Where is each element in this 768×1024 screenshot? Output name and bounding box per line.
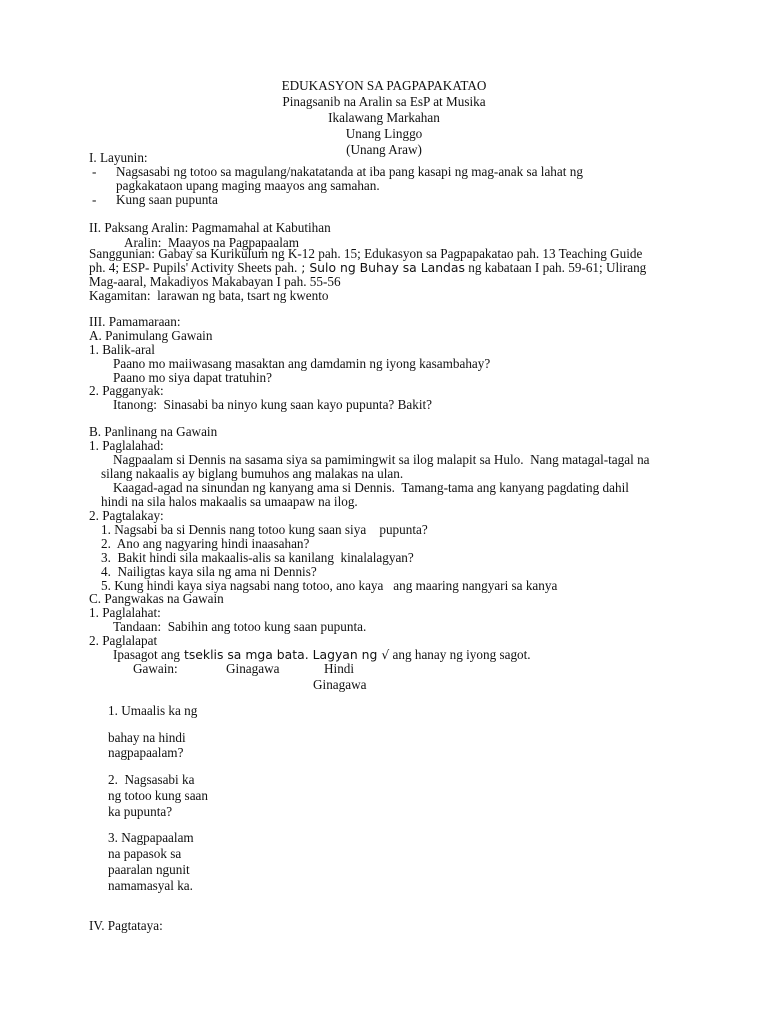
pagtalakay-label: 2. Pagtalakay:	[89, 508, 164, 523]
balik-aral-question-1: Paano mo maiiwasang masaktan ang damdamin ng iyong kasambahay?	[113, 356, 491, 371]
checklist-item-3-line-2: na papasok sa	[108, 846, 182, 861]
checklist-item-3-line-4: namamasyal ka.	[108, 878, 193, 893]
checklist-item-3: 3. Nagpapaalam	[108, 830, 194, 845]
discussion-question-4: 4. Nailigtas kaya sila ng ama ni Dennis?	[101, 564, 317, 579]
subsection-c: C. Pangwakas na Gawain	[89, 591, 224, 606]
story-paragraph-1: Nagpaalam si Dennis na sasama siya sa pamimingwit sa ilog malapit sa Hulo. Nang matagal-tagal na	[113, 452, 650, 467]
section-pagtataya-heading: IV. Pagtataya:	[89, 918, 163, 933]
kagamitan-line: Kagamitan: larawan ng bata, tsart ng kwento	[89, 288, 329, 303]
story-paragraph-2: Kaagad-agad na sinundan ng kanyang ama si Dennis. Tamang-tama ang kanyang pagdating dahil	[113, 480, 629, 495]
sanggunian-part-a: ph. 4; ESP- Pupils' Activity Sheets pah.	[89, 260, 298, 275]
paglalahat-label: 1. Paglalahat:	[89, 605, 161, 620]
discussion-question-3: 3. Bakit hindi sila makaalis-alis sa kanilang kinalalagyan?	[101, 550, 414, 565]
layunin-item-1: Nagsasabi ng totoo sa magulang/nakatatanda at iba pang kasapi ng mag-anak sa lahat ng	[116, 164, 583, 179]
week-label: Unang Linggo	[345, 126, 423, 141]
instruction-part-c: ang hanay ng iyong sagot.	[389, 647, 531, 662]
paglalapat-label: 2. Paglalapat	[89, 633, 158, 648]
layunin-item-1-cont: pagkakataon upang maging maayos ang samahan.	[116, 178, 380, 193]
aralin-line: Aralin: Maayos na Pagpapaalam	[124, 235, 300, 250]
section-layunin-heading: I. Layunin:	[89, 150, 148, 165]
bullet-dash: -	[92, 192, 97, 207]
discussion-question-2: 2. Ano ang nagyaring hindi inaasahan?	[101, 536, 310, 551]
tandaan-line: Tandaan: Sabihin ang totoo kung saan pupunta.	[113, 619, 367, 634]
day-label: (Unang Araw)	[346, 142, 422, 157]
checklist-item-2: 2. Nagsasabi ka	[108, 772, 195, 787]
bullet-dash: -	[92, 164, 97, 179]
subsection-b: B. Panlinang na Gawain	[89, 424, 218, 439]
section-pamamaraan-heading: III. Pamamaraan:	[89, 314, 181, 329]
story-paragraph-2-cont: hindi na sila halos makaalis sa umaapaw na ilog.	[101, 494, 358, 509]
pagganyak-label: 2. Pagganyak:	[89, 383, 164, 398]
instruction-part-a: Ipasagot ang	[113, 647, 181, 662]
paglalahad-label: 1. Paglalahad:	[89, 438, 164, 453]
sanggunian-line: Sanggunian: Gabay sa Kurikulum ng K-12 pah. 15; Edukasyon sa Pagpapakatao pah. 13 Teaching Guide	[89, 246, 643, 261]
document-title: EDUKASYON SA PAGPAPAKATAO	[281, 78, 487, 93]
document-subtitle: Pinagsanib na Aralin sa EsP at Musika	[282, 94, 486, 109]
table-header-hindi: Hindi	[324, 661, 355, 676]
balik-aral-question-2: Paano mo siya dapat tratuhin?	[113, 370, 272, 385]
discussion-question-5: 5. Kung hindi kaya siya nagsabi nang totoo, ano kaya ang maaring nangyari sa kanya	[101, 578, 558, 593]
checklist-item-1-line-2: bahay na hindi	[108, 730, 186, 745]
instruction-part-b: tseklis sa mga bata. Lagyan ng √	[180, 647, 390, 662]
story-paragraph-1-cont: silang nakaalis ay biglang bumuhos ang malakas na ulan.	[101, 466, 404, 481]
table-header-ginagawa: Ginagawa	[226, 661, 280, 676]
subsection-a: A. Panimulang Gawain	[89, 328, 213, 343]
quarter-label: Ikalawang Markahan	[328, 110, 440, 125]
table-header-gawain: Gawain:	[133, 661, 178, 676]
section-paksa-heading: II. Paksang Aralin: Pagmamahal at Kabutihan	[89, 220, 331, 235]
checklist-item-1-line-3: nagpapaalam?	[108, 745, 184, 760]
sanggunian-line-3: Mag-aaral, Makadiyos Makabayan I pah. 55-56	[89, 274, 341, 289]
table-header-hindi-ginagawa: Ginagawa	[313, 677, 367, 692]
checklist-item-3-line-3: paaralan ngunit	[108, 862, 190, 877]
checklist-item-2-line-2: ng totoo kung saan	[108, 788, 208, 803]
checklist-item-1: 1. Umaalis ka ng	[108, 703, 198, 718]
pagganyak-question: Itanong: Sinasabi ba ninyo kung saan kayo pupunta? Bakit?	[113, 397, 432, 412]
discussion-question-1: 1. Nagsabi ba si Dennis nang totoo kung saan siya pupunta?	[101, 522, 428, 537]
layunin-item-2: Kung saan pupunta	[116, 192, 218, 207]
checklist-item-2-line-3: ka pupunta?	[108, 804, 173, 819]
balik-aral-label: 1. Balik-aral	[89, 342, 155, 357]
sanggunian-part-c: ng kabataan I pah. 59-61; Ulirang	[464, 260, 647, 275]
sanggunian-part-b: ; Sulo ng Buhay sa Landas	[297, 260, 465, 275]
